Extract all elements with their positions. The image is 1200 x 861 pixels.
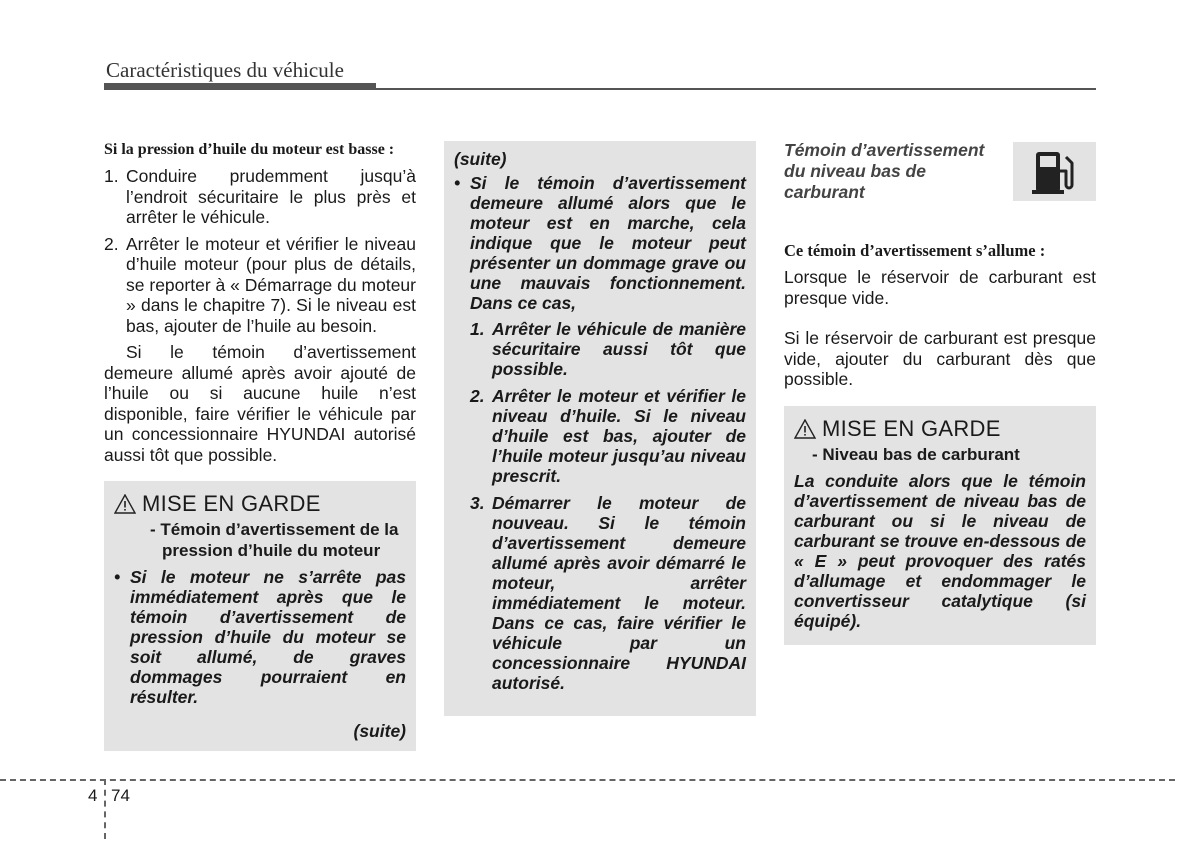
caution-title <box>794 416 1086 442</box>
chapter-number: 4 <box>88 786 98 805</box>
section-heading: Si la pression d’huile du moteur est basse : <box>104 141 395 158</box>
caution-bullet <box>114 567 406 707</box>
page-number: 74 <box>111 786 130 805</box>
section-heading: Témoin d’avertissement du niveau bas de carburant <box>784 140 985 202</box>
step-number: 2. <box>470 386 485 406</box>
caution-box-continued <box>444 141 756 716</box>
bullet-dot: • <box>454 173 461 193</box>
caution-bullet-text: Si le moteur ne s’arrête pas immédiatement après que le témoin d’avertissement de pression d’huile du moteur se soit allumé, de graves dommages pourraient en résulter. <box>130 567 406 707</box>
list-item <box>104 166 416 228</box>
step-number: 1. <box>470 319 485 339</box>
caution-bullet <box>454 173 746 313</box>
fuel-pump-icon-graphic <box>1030 149 1080 195</box>
caution-title-text: MISE EN GARDE <box>822 415 1001 441</box>
body-paragraph: Lorsque le réservoir de carburant est presque vide. <box>784 267 1096 308</box>
continued-label: (suite) <box>454 149 507 169</box>
list-item <box>104 234 416 337</box>
warning-triangle-icon <box>114 494 136 514</box>
step-number: 3. <box>470 493 485 513</box>
list-item <box>470 386 746 486</box>
continued-label: (suite) <box>353 721 406 741</box>
caution-title <box>114 491 406 517</box>
step-number: 2. <box>104 233 119 254</box>
caution-bullet-text: Si le témoin d’avertissement demeure allumé alors que le moteur est en marche, cela indique que le moteur peut présenter un dommage grave ou une mauvais fonctionnement. Dans ce cas, <box>470 173 746 313</box>
list-item <box>470 319 746 379</box>
footer-vertical-rule <box>104 779 106 839</box>
fuel-pump-icon <box>1013 142 1096 201</box>
caution-steps-list <box>470 319 746 693</box>
bullet-dot: • <box>114 567 121 587</box>
step-text: Arrêter le moteur et vérifier le niveau d’huile. Si le niveau d’huile est bas, ajouter de l’huile moteur jusqu’au niveau prescrit. <box>492 386 746 486</box>
list-item <box>470 493 746 693</box>
caution-box <box>784 406 1096 645</box>
caution-subtitle: - Niveau bas de carburant <box>812 444 1020 464</box>
step-number: 1. <box>104 166 119 186</box>
page-header-title: Caractéristiques du véhicule <box>106 58 344 82</box>
step-text: Arrêter le moteur et vérifier le niveau d’huile moteur (pour plus de détails, se reporter à « Démarrage du moteur » dans le chapitre 7). Si le niveau est bas, ajouter de l’huile au besoin. <box>126 233 416 336</box>
body-paragraph: Si le témoin d’avertissement demeure allumé après avoir ajouté de l’huile ou si aucune huile n’est disponible, faire vérifier le véhicule par un concessionnaire HYUNDAI autorisé aussi tôt que possible. <box>104 342 416 465</box>
column-3 <box>784 140 1096 645</box>
step-text: Arrêter le véhicule de manière sécuritaire aussi tôt que possible. <box>492 319 746 379</box>
caution-box <box>104 481 416 751</box>
step-text: Conduire prudemment jusqu’à l’endroit sécuritaire le plus près et arrêter le véhicule. <box>126 166 416 227</box>
footer-rule <box>0 779 1175 781</box>
body-paragraph: Si le réservoir de carburant est presque vide, ajouter du carburant dès que possible. <box>784 328 1096 389</box>
warning-triangle-icon <box>794 419 816 439</box>
column-2 <box>444 141 756 716</box>
subheading: Ce témoin d’avertissement s’allume : <box>784 241 1046 260</box>
caution-text: La conduite alors que le témoin d’avertissement de niveau bas de carburant ou si le niveau de carburant se trouve en-dessous de « E » peut provoquer des ratés d’allumage et endommager le convertisseur catalytique (si équipé). <box>794 470 1086 631</box>
caution-title-text: MISE EN GARDE <box>142 491 321 516</box>
caution-subtitle: - Témoin d’avertissement de la pression d’huile du moteur <box>150 520 399 560</box>
header-rule <box>104 88 1096 90</box>
step-text: Démarrer le moteur de nouveau. Si le témoin d’avertissement demeure allumé après avoir démarré le moteur, arrêter immédiatement le moteur. Dans ce cas, faire vérifier le véhicule par un concessionnaire HYUNDAI autorisé. <box>492 493 746 693</box>
column-1 <box>104 140 416 751</box>
steps-list <box>104 166 416 336</box>
